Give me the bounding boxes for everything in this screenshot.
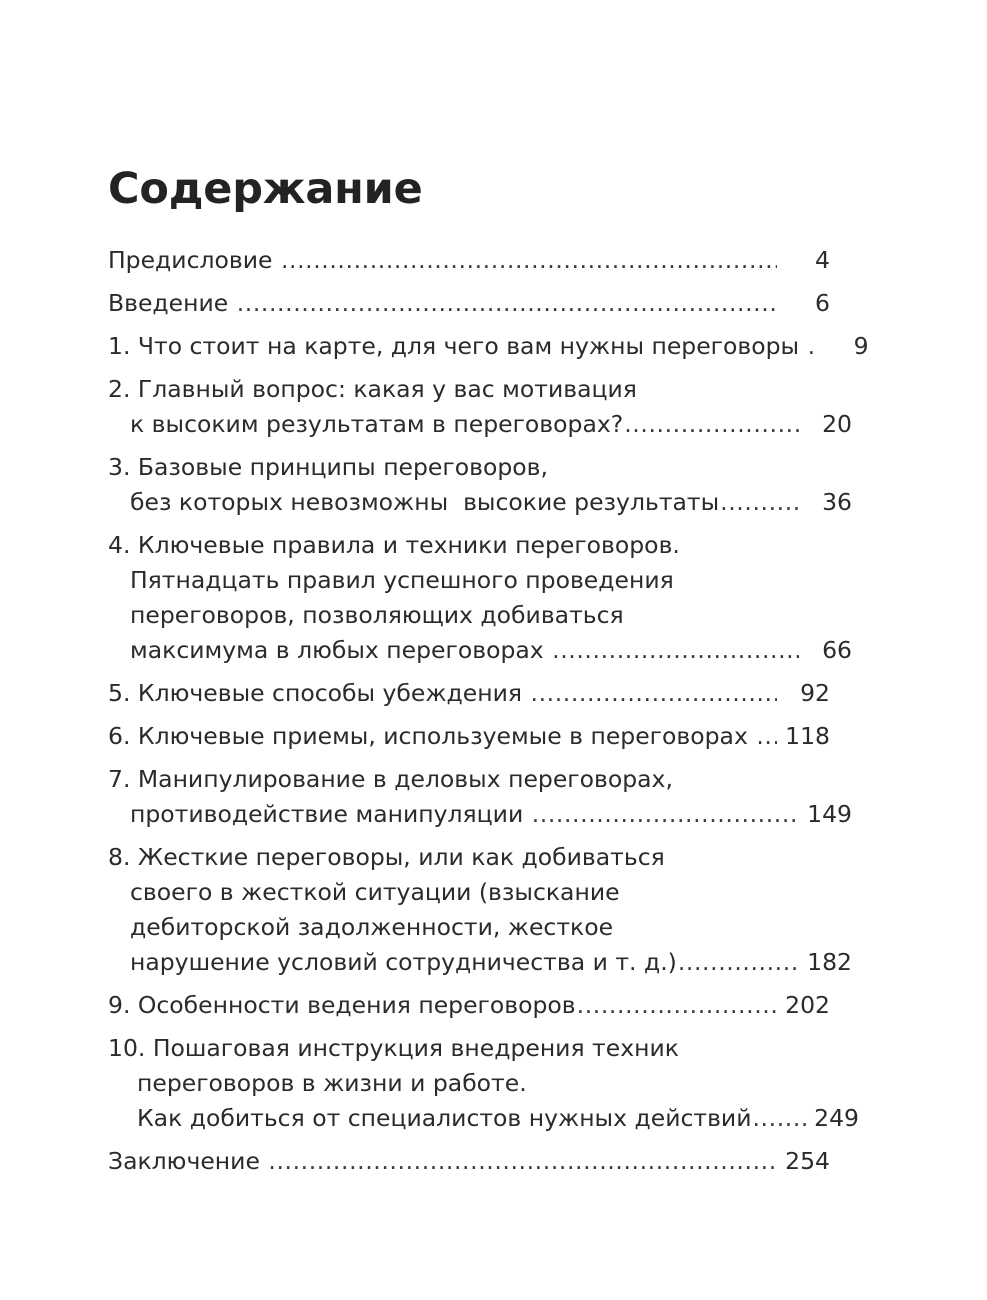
toc-entry-label: 1. Что стоит на карте, для чего вам нужны переговоры (108, 332, 807, 360)
toc-entry-label: противодействие манипуляции (130, 800, 531, 828)
toc-entry-continuation-line (108, 633, 852, 668)
toc-entry-label: 8. Жесткие переговоры, или как добиваться (108, 843, 665, 871)
toc-entry-first-line (108, 329, 869, 364)
toc-entry-first-line (108, 676, 830, 711)
toc-entry-label: дебиторской задолженности, жесткое (130, 913, 614, 941)
table-of-contents (108, 243, 869, 1187)
toc-entry[interactable] (108, 450, 852, 520)
toc-entry-label: Заключение (108, 1147, 268, 1175)
toc-entry-label: 7. Манипулирование в деловых переговорах, (108, 765, 673, 793)
toc-entry-continuation-line (108, 1066, 859, 1101)
dot-leader (281, 243, 777, 278)
toc-page-number: 249 (814, 1104, 859, 1132)
toc-entry-label: Как добиться от специалистов нужных действий (137, 1104, 752, 1132)
dot-leader (678, 945, 799, 980)
toc-entry-label: 4. Ключевые правила и техники переговоров. (108, 531, 680, 559)
toc-entry-first-line (108, 286, 830, 321)
dot-leader (720, 485, 799, 520)
toc-page-number: 6 (815, 289, 830, 317)
toc-entry-label: Пятнадцать правил успешного проведения (130, 566, 674, 594)
dot-leader (752, 1101, 806, 1136)
toc-page-number: 202 (785, 991, 830, 1019)
toc-entry[interactable] (108, 329, 869, 364)
toc-entry-label: без которых невозможны высокие результаты (130, 488, 720, 516)
toc-entry[interactable] (108, 1031, 859, 1136)
dot-leader (552, 633, 799, 668)
toc-entry-label: 2. Главный вопрос: какая у вас мотивация (108, 375, 637, 403)
toc-entry-first-line (108, 840, 830, 875)
toc-entry-label: Предисловие (108, 246, 280, 274)
toc-entry-first-line (108, 528, 830, 563)
toc-entry-label: нарушение условий сотрудничества и т. д.) (130, 948, 677, 976)
toc-entry-first-line (108, 450, 830, 485)
toc-page-number: 20 (822, 410, 852, 438)
dot-leader (756, 719, 777, 754)
toc-entry-continuation-line (108, 1101, 859, 1136)
toc-entry-first-line (108, 372, 830, 407)
toc-page-number: 182 (807, 948, 852, 976)
toc-entry[interactable] (108, 1144, 830, 1179)
toc-entry-label: 10. Пошаговая инструкция внедрения техник (108, 1034, 679, 1062)
toc-entry-first-line (108, 988, 830, 1023)
dot-leader (577, 988, 777, 1023)
toc-page-number: 66 (822, 636, 852, 664)
page-title: Содержание (108, 163, 423, 214)
toc-entry-continuation-line (108, 407, 852, 442)
toc-entry[interactable] (108, 243, 830, 278)
toc-entry-continuation-line (108, 910, 852, 945)
dot-leader (624, 407, 799, 442)
toc-entry-first-line (108, 243, 830, 278)
toc-entry-first-line (108, 1031, 830, 1066)
toc-entry[interactable] (108, 372, 852, 442)
toc-entry-label: 5. Ключевые способы убеждения (108, 679, 530, 707)
toc-page-number: 92 (800, 679, 830, 707)
toc-entry-first-line (108, 762, 830, 797)
toc-page-number: 254 (785, 1147, 830, 1175)
toc-page-number: 9 (853, 332, 869, 360)
dot-leader (237, 286, 777, 321)
toc-entry-label: своего в жесткой ситуации (взыскание (130, 878, 620, 906)
toc-entry[interactable] (108, 676, 830, 711)
dot-leader (808, 329, 816, 364)
toc-entry-continuation-line (108, 563, 852, 598)
toc-page-number: 149 (807, 800, 852, 828)
toc-entry[interactable] (108, 719, 830, 754)
toc-entry-label: Введение (108, 289, 236, 317)
dot-leader (268, 1144, 777, 1179)
toc-entry[interactable] (108, 988, 830, 1023)
toc-entry[interactable] (108, 840, 852, 980)
toc-entry-label: переговоров в жизни и работе. (137, 1069, 527, 1097)
toc-entry-continuation-line (108, 797, 852, 832)
toc-entry-label: 9. Особенности ведения переговоров (108, 991, 576, 1019)
toc-entry-label: переговоров, позволяющих добиваться (130, 601, 624, 629)
toc-entry[interactable] (108, 762, 852, 832)
toc-entry[interactable] (108, 286, 830, 321)
toc-entry-label: 3. Базовые принципы переговоров, (108, 453, 548, 481)
toc-entry-continuation-line (108, 485, 852, 520)
toc-entry-first-line (108, 719, 830, 754)
toc-entry-label: максимума в любых переговорах (130, 636, 552, 664)
toc-page-number: 36 (822, 488, 852, 516)
toc-entry-continuation-line (108, 945, 852, 980)
toc-entry-label: к высоким результатам в переговорах? (130, 410, 624, 438)
toc-entry-continuation-line (108, 598, 852, 633)
dot-leader (531, 676, 777, 711)
toc-entry-continuation-line (108, 875, 852, 910)
toc-page-number: 4 (815, 246, 830, 274)
toc-entry-label: 6. Ключевые приемы, используемые в переговорах (108, 722, 756, 750)
toc-page-number: 118 (785, 722, 830, 750)
toc-entry[interactable] (108, 528, 852, 668)
toc-entry-first-line (108, 1144, 830, 1179)
dot-leader (532, 797, 799, 832)
